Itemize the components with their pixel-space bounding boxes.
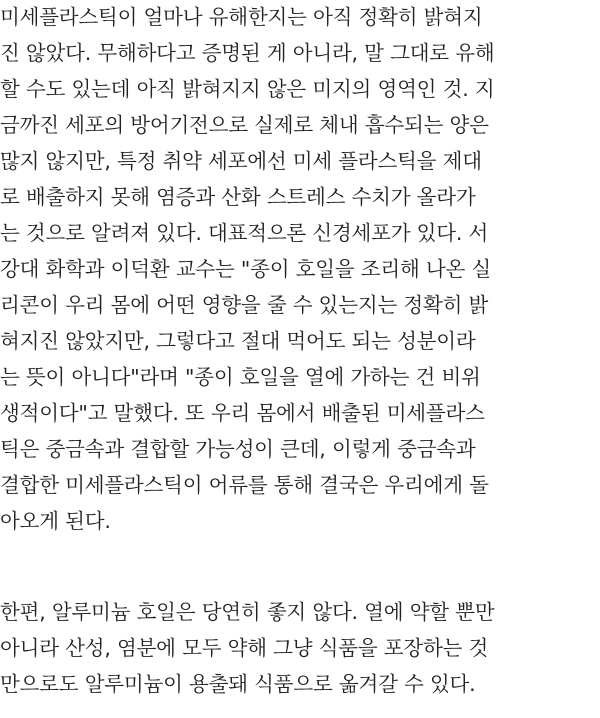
paragraph-1-line: 미세플라스틱이 얼마나 유해한지는 아직 정확히 밝혀지 (0, 5, 483, 29)
paragraph-1-line: 진 않았다. 무해하다고 증명된 게 아니라, 말 그대로 유해 (0, 41, 495, 65)
paragraph-1-line: 아오게 된다. (0, 509, 111, 533)
paragraph-1-line: 로 배출하지 못해 염증과 산화 스트레스 수치가 올라가 (0, 185, 476, 209)
paragraph-2-line: 만으로도 알루미늄이 용출돼 식품으로 옮겨갈 수 있다. (0, 672, 476, 696)
paragraph-1-line: 할 수도 있는데 아직 밝혀지지 않은 미지의 영역인 것. 지 (0, 77, 495, 101)
paragraph-1-line: 강대 화학과 이덕환 교수는 "종이 호일을 조리해 나온 실 (0, 257, 492, 281)
paragraph-1-line: 결합한 미세플라스틱이 어류를 통해 결국은 우리에게 돌 (0, 473, 489, 497)
paragraph-1-line: 는 것으로 알려져 있다. 대표적으론 신경세포가 있다. 서 (0, 221, 489, 245)
paragraph-1-line: 틱은 중금속과 결합할 가능성이 큰데, 이렇게 중금속과 (0, 437, 476, 461)
paragraph-1-line: 리콘이 우리 몸에 어떤 영향을 줄 수 있는지는 정확히 밝 (0, 293, 489, 317)
paragraph-1-line: 는 뜻이 아니다"라며 "종이 호일을 열에 가하는 건 비위 (0, 365, 481, 389)
paragraph-2-line: 한편, 알루미늄 호일은 당연히 좋지 않다. 열에 약할 뿐만 (0, 600, 495, 624)
paragraph-1-line: 생적이다"고 말했다. 또 우리 몸에서 배출된 미세플라스 (0, 401, 485, 425)
paragraph-1-line: 많지 않지만, 특정 취약 세포에선 미세 플라스틱을 제대 (0, 149, 482, 173)
paragraph-1-line: 혀지진 않았지만, 그렇다고 절대 먹어도 되는 성분이라 (0, 329, 476, 353)
paragraph-1-line: 금까진 세포의 방어기전으로 실제로 체내 흡수되는 양은 (0, 113, 489, 137)
paragraph-2-line: 아니라 산성, 염분에 모두 약해 그냥 식품을 포장하는 것 (0, 636, 489, 660)
